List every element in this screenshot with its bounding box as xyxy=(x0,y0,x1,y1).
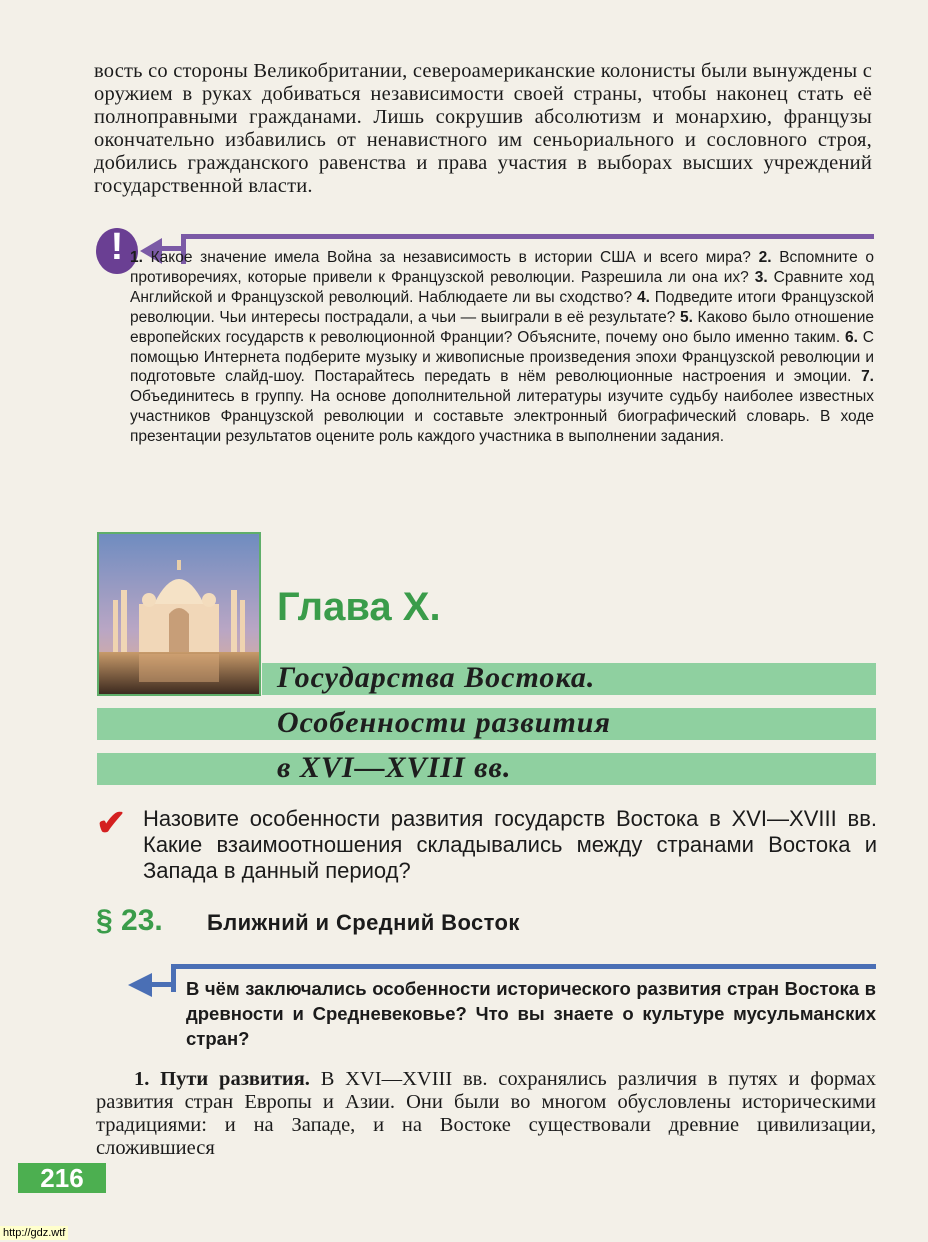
checkmark-icon: ✔ xyxy=(96,802,127,843)
taj-mahal-photo xyxy=(97,532,261,696)
question-text: Вспомните о противоречиях, которые привели к Французской революции. Разрешила ли она их? xyxy=(130,249,874,286)
question-text: Сравните ход Английской и Французской революций. Наблюдаете ли вы сходство? xyxy=(130,268,874,306)
exclamation-icon: ! xyxy=(96,228,138,274)
starter-questions: В чём заключались особенности исторического развития стран Востока в древности и Средневековье? Что вы знаете о культуре мусульманских стран? xyxy=(186,978,876,1049)
starter-arrow-bar xyxy=(152,982,176,987)
starter-arrow-stem xyxy=(171,964,176,992)
intro-paragraph: вость со стороны Великобритании, североамериканские колонисты были вынуждены с оружием в руках добиваться независимости своей страны, чтобы наконец стать её полноправными гражданами. Лишь сокрушив абсолютизм и монархию, французы окончательно избавились от ненавистного им сеньориального и сословного строя, добились гражданского равенства и права участия в выборах высших учреждений государственной власти. xyxy=(94,60,872,197)
question-num: 2. xyxy=(758,249,772,266)
question-num: 6. xyxy=(845,328,858,346)
question-num: 5. xyxy=(679,308,693,326)
chapter-title-band-2 xyxy=(97,708,876,740)
question-num: 7. xyxy=(861,368,874,386)
watermark-link[interactable]: http://gdz.wtf xyxy=(0,1226,68,1240)
chapter-title-line: Государства Востока. xyxy=(277,661,596,694)
arrow-left-icon xyxy=(128,973,152,997)
question-num: 3. xyxy=(754,268,768,286)
page-number: 216 xyxy=(40,1163,84,1193)
section-number: § 23. xyxy=(96,904,163,937)
chapter-task: Назовите особенности развития государств Востока в XVI—XVIII вв. Какие взаимоотношения складывались между странами Востока и Запада в данный период? xyxy=(143,806,877,883)
question-num: 1. xyxy=(130,249,143,266)
chapter-title-line: в XVI—XVIII вв. xyxy=(277,751,512,784)
question-text: Какое значение имела Война за независимость в истории США и всего мира? xyxy=(142,249,759,266)
starter-rule xyxy=(176,964,876,969)
question-text: Подведите итоги Французской революции. Чьи интересы пострадали, а чьи — выиграли в её результате? xyxy=(130,288,875,326)
chapter-title-band-3 xyxy=(97,753,876,785)
section-title: Ближний и Средний Восток xyxy=(207,910,520,935)
question-text: С помощью Интернета подберите музыку и живописные произведения эпохи Французской революции и подготовьте слайд-шоу. Постарайтесь передать в нём революционные настроения и эмоции. xyxy=(130,328,874,386)
body-paragraph xyxy=(96,1068,876,1160)
paragraph-lead: 1. Пути развития. xyxy=(134,1068,310,1090)
chapter-title-line: Особенности развития xyxy=(277,706,611,739)
chapter-title-band-1 xyxy=(262,663,876,695)
chapter-label: Глава X. xyxy=(277,585,441,629)
questions-block xyxy=(130,248,874,447)
question-text: Каково было отношение европейских государств к революционной Франции? Объясните, почему оно было именно таким. xyxy=(130,308,874,346)
question-num: 4. xyxy=(636,288,650,306)
questions-rule xyxy=(186,234,874,239)
page-number-badge xyxy=(18,1163,106,1193)
paragraph-text: В XVI—XVIII вв. сохранялись различия в путях и формах развития стран Европы и Азии. Они были во многом обусловлены историческими традициями: и на Западе, и на Востоке существовали древние цивилизации, сложившиеся xyxy=(96,1068,876,1159)
question-text: Объединитесь в группу. На основе дополнительной литературы изучите судьбу наиболее известных участников Французской революции и составьте электронный биографический словарь. В ходе презентации результатов оцените роль каждого участника в выполнении задания. xyxy=(130,388,874,446)
